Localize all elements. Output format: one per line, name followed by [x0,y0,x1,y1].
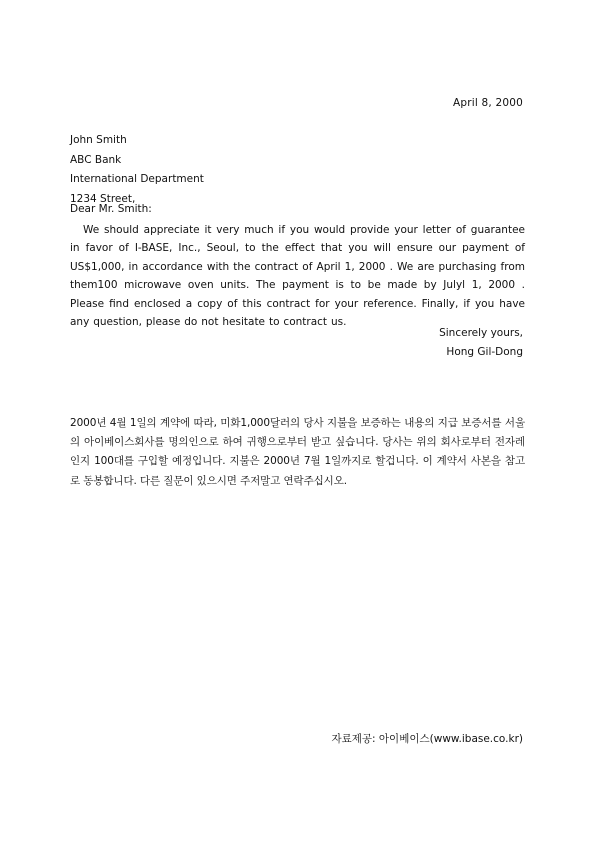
recipient-department: International Department [70,173,204,185]
recipient-bank: ABC Bank [70,153,122,166]
recipient-street: 1234 Street, [70,192,136,205]
complimentary-close: Sincerely yours, [439,327,523,339]
recipient-name: John Smith [70,134,127,146]
source-credit: 자료제공: 아이베이스(www.ibase.co.kr) [331,733,523,745]
korean-translation-paragraph: 2000년 4월 1일의 계약에 따라, 미화1,000달러의 당사 지불을 보증하는 내용의 지급 보증서를 서울의 아이베이스회사를 명의인으로 하여 귀행으로부터 받고 싶습니다. 당사는 위의 회사로부터 전자레인지 100대를 구입할 예정입니다. 지불은 2000년 7월 1일까지로 할겁니다. 이 계약서 사본을 참고로 동봉합니다. 다른 질문이 있으시면 주저말고 연락주십시오. [70,417,525,487]
closing-block [439,324,523,362]
recipient-address [70,131,204,209]
signature-name: Hong Gil-Dong [446,346,523,358]
salutation: Dear Mr. Smith: [70,203,152,215]
letter-date: April 8, 2000 [452,97,523,109]
english-body-paragraph: We should appreciate it very much if you would provide your letter of guarantee in favor of I-BASE, Inc., Seoul, to the effect that you will ensure our payment of US$1,000, in accordance with the contract of April 1, 2000 . We are purchasing from them100 microwave oven units. The payment is to be made by Julyl 1, 2000 . Please find enclosed a copy of this contract for your reference. Finally, if you have any question, please do not hesitate to contract us. [70,224,525,329]
